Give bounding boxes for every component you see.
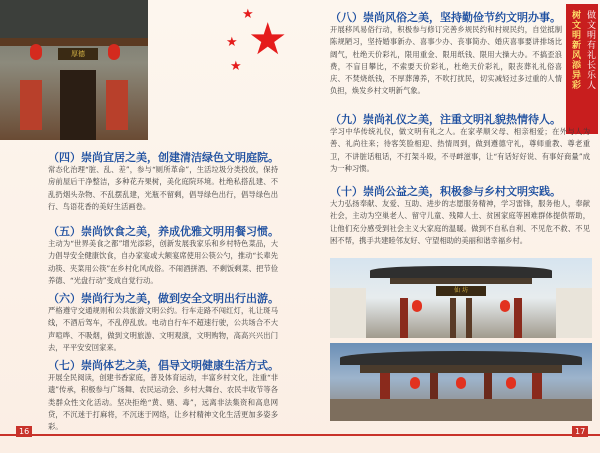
small-star-icon: ★: [230, 59, 242, 74]
memorial-gate-photo: [330, 258, 592, 338]
section-8-heading: （八）崇尚风俗之美，坚持勤俭节约文明办事。: [330, 11, 561, 24]
banner-line-1: 做文明有礼长乐人: [585, 10, 595, 90]
section-4-heading: （四）崇尚宜居之美，创建清洁绿色文明庭院。: [48, 151, 279, 164]
section-10-heading: （十）崇尚公益之美，积极参与乡村文明实践。: [330, 185, 561, 198]
section-7-heading: （七）崇尚体艺之美，倡导文明健康生活方式。: [48, 359, 279, 372]
footer-band-right: [300, 434, 600, 436]
page-number-left: 16: [16, 426, 32, 437]
page-number-right: 17: [572, 426, 588, 437]
section-4-body: 常态化治理“脏、乱、差”，参与“厕所革命”，生活垃圾分类投放，保持房前屋后干净整洁，多种花卉果树，美化庭院环境。杜绝私搭乱建、不乱扔烟头杂物、不乱摆乱建，光瓶不留剩，倡导绿色出行，倡导绿色出行、鸟语花香的美好生活画卷。: [48, 165, 278, 211]
section-7-body: 开展全民阅读，创建书香家庭，普及体育运动，丰富乡村文化，注重“非遗”传承，积极参与广场舞、农民运动会、乡村大舞台、农民丰收节等各类群众性文化活动。坚决拒绝“黄、赌、毒”，远离非法集资和高息网贷，不沉迷于打麻将，不沉迷于网络，让乡村精神文化生活更加多姿多彩。: [48, 373, 278, 432]
small-star-icon: ★: [242, 7, 254, 22]
footer-band-left: [0, 434, 300, 436]
gate-sign: 仙 坊: [436, 286, 486, 296]
big-star-icon: ★: [248, 14, 288, 65]
pavilion-photo: [330, 343, 592, 421]
section-9-body: 学习中华传统礼仪，做文明有礼之人。在家孝顺父母、相亲相爱；在外与人为善、礼尚往来；待客笑脸相迎、热情周到，做到遵德守礼，尊师重教、尊老重卫，不讲脏话粗话，不打架斗殴，不寻衅滋事，让“有话好好说、有事好商量”成为一种习惯。: [330, 127, 590, 173]
section-8-body: 开展移风易俗行动，积极参与修订完善乡规民约和村规民约，自觉抵制陈规陋习，坚持婚事新办、喜事少办、丧事简办、婚庆喜事要讲排场比阔气，杜绝天价彩礼，限用重金、限用纸钱、限用大操大办。不搞歪浪费，不盲目攀比，不索要天价彩礼，杜绝天价彩礼，限丧葬礼礼俗喜庆、不焚烧纸钱，不厚葬薄养，不吹打扰民，切实减轻过多过重的人情负担，焕发乡村文明新气象。: [330, 25, 562, 96]
section-9-heading: （九）崇尚礼仪之美，注重文明礼貌热情待人。: [330, 113, 561, 126]
building-sign: 厚德: [58, 48, 98, 60]
section-5-heading: （五）崇尚饮食之美，养成优雅文明用餐习惯。: [48, 225, 279, 238]
banner-line-2: 树文明新风添异彩: [570, 10, 580, 90]
title-banner: [566, 4, 598, 134]
small-star-icon: ★: [226, 35, 238, 50]
section-10-body: 大力弘扬奉献、友爱、互助、进步的志愿服务精神，学习雷锋，服务他人，奉献社会，主动为空巢老人、留守儿童、残障人士、贫困家庭等困难群体提供帮助，让他们充分感受到社会主义大家庭的温暖。做到不自私自利、不见危不救、不见困不帮，携手共建睦邻友好、守望相助的美丽和谐幸福乡村。: [330, 199, 590, 245]
section-6-heading: （六）崇尚行为之美，做到安全文明出行出游。: [48, 292, 279, 305]
section-5-body: 主动为“世界美食之都”增光添彩，创新发展我家乐和乡村特色菜品，大力倡导安全健康饮食，自办家宴或大额宴席使用公筷公勺，推动“长辈先动筷、夹菜用公筷”在乡村化风成俗。不闹酒拼酒、不剩饭剩菜、把节俭养德、“光盘行动”变成自觉行动。: [48, 239, 278, 285]
traditional-building-photo: [0, 0, 148, 140]
section-6-body: 严格遵守交通规则和公共旅游文明公约。行车走路不闯红灯，礼让斑马线，不酒后驾车，不乱停乱放。电动自行车不超速行驶，公共场合不大声喧哗、不吸烟，做到文明旅游、文明观演，文明购物，高高兴兴出门去，平平安安回家来。: [48, 306, 278, 352]
